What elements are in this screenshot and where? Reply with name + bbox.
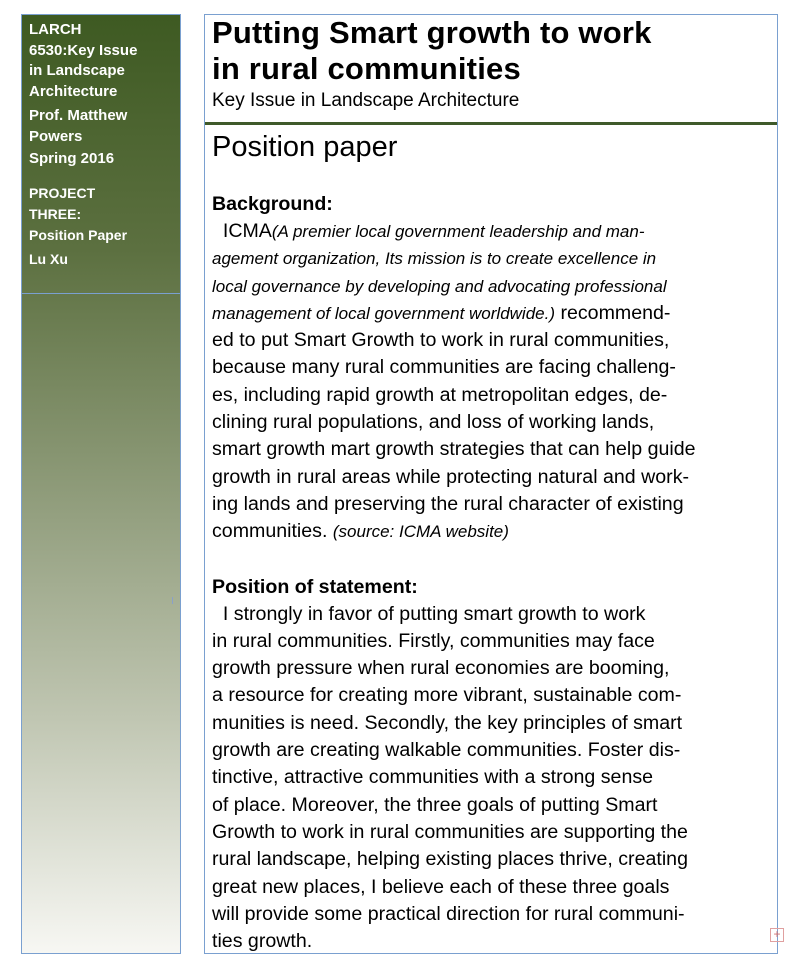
position-heading: Position of statement: [212,575,418,598]
paragraph-line: growth in rural areas while protecting natural and work- [212,465,690,488]
project-line: Position Paper [29,226,128,243]
icma-definition-end: management of local government worldwide.) [212,303,556,323]
course-line: LARCH [29,21,82,38]
page-title [212,15,772,87]
sidebar-mark [172,597,173,604]
paragraph-line: will provide some practical direction for rural communi- [212,902,685,925]
icma-lead: ICMA [222,220,272,242]
course-line: 6530:Key Issue [29,41,138,59]
paragraph-line: local governance by developing and advocating professional [212,276,667,296]
paragraph-line [212,518,774,545]
course-info [22,15,180,294]
paper-body [212,191,774,955]
section-title: Position paper [212,131,398,163]
main-panel [204,14,778,954]
paragraph-line: ties growth. [212,930,313,953]
project-line: PROJECT [29,184,96,201]
project-line: THREE: [29,205,82,222]
professor-line: Powers [29,127,83,145]
subtitle: Key Issue in Landscape Architecture [212,90,520,111]
paragraph-text: communities. [212,520,333,543]
paragraph-line [212,300,774,327]
paragraph-line: clining rural populations, and loss of working lands, [212,411,655,434]
title-line: in rural communities [212,51,521,86]
paragraph-line: great new places, I believe each of these three goals [212,875,670,898]
paragraph-line: rural landscape, helping existing places thrive, creating [212,848,688,871]
divider [205,122,777,125]
paragraph-line [212,218,774,245]
term: Spring 2016 [29,150,115,167]
paragraph-line: because many rural communities are facing challeng- [212,356,676,379]
paragraph-line: tinctive, attractive communities with a strong sense [212,766,654,789]
paragraph-line: growth pressure when rural economies are booming, [212,657,670,680]
paragraph-line [212,601,774,628]
paragraph-line: munities is need. Secondly, the key principles of smart [212,711,683,734]
course-line: in Landscape [29,62,125,79]
paragraph-line: smart growth mart growth strategies that can help guide [212,438,696,461]
paragraph-line: ed to put Smart Growth to work in rural communities, [212,329,670,352]
paragraph-line: ing lands and preserving the rural character of existing [212,492,684,515]
paragraph-line: in rural communities. Firstly, communities may face [212,629,655,652]
paragraph-line: growth are creating walkable communities. Foster dis- [212,739,681,762]
course-line: Architecture [29,82,118,100]
paragraph-text: I strongly in favor of putting smart growth to work [222,602,646,625]
title-line: Putting Smart growth to work [212,15,652,50]
icma-definition: (A premier local government leadership and man- [271,222,645,241]
source-note: (source: ICMA website) [332,522,509,542]
paragraph-line: agement organization, Its mission is to create excellence in [212,249,657,269]
plus-box-icon[interactable]: + [770,928,784,942]
background-heading: Background: [212,193,333,215]
author: Lu Xu [29,250,68,267]
paragraph-line: a resource for creating more vibrant, sustainable com- [212,684,682,707]
paragraph-line: Growth to work in rural communities are supporting the [212,820,688,843]
sidebar [21,14,181,954]
paragraph-text: recommend- [555,301,671,324]
paragraph-line: of place. Moreover, the three goals of putting Smart [212,793,658,816]
professor-line: Prof. Matthew [29,107,128,124]
paragraph-line: es, including rapid growth at metropolitan edges, de- [212,383,668,406]
